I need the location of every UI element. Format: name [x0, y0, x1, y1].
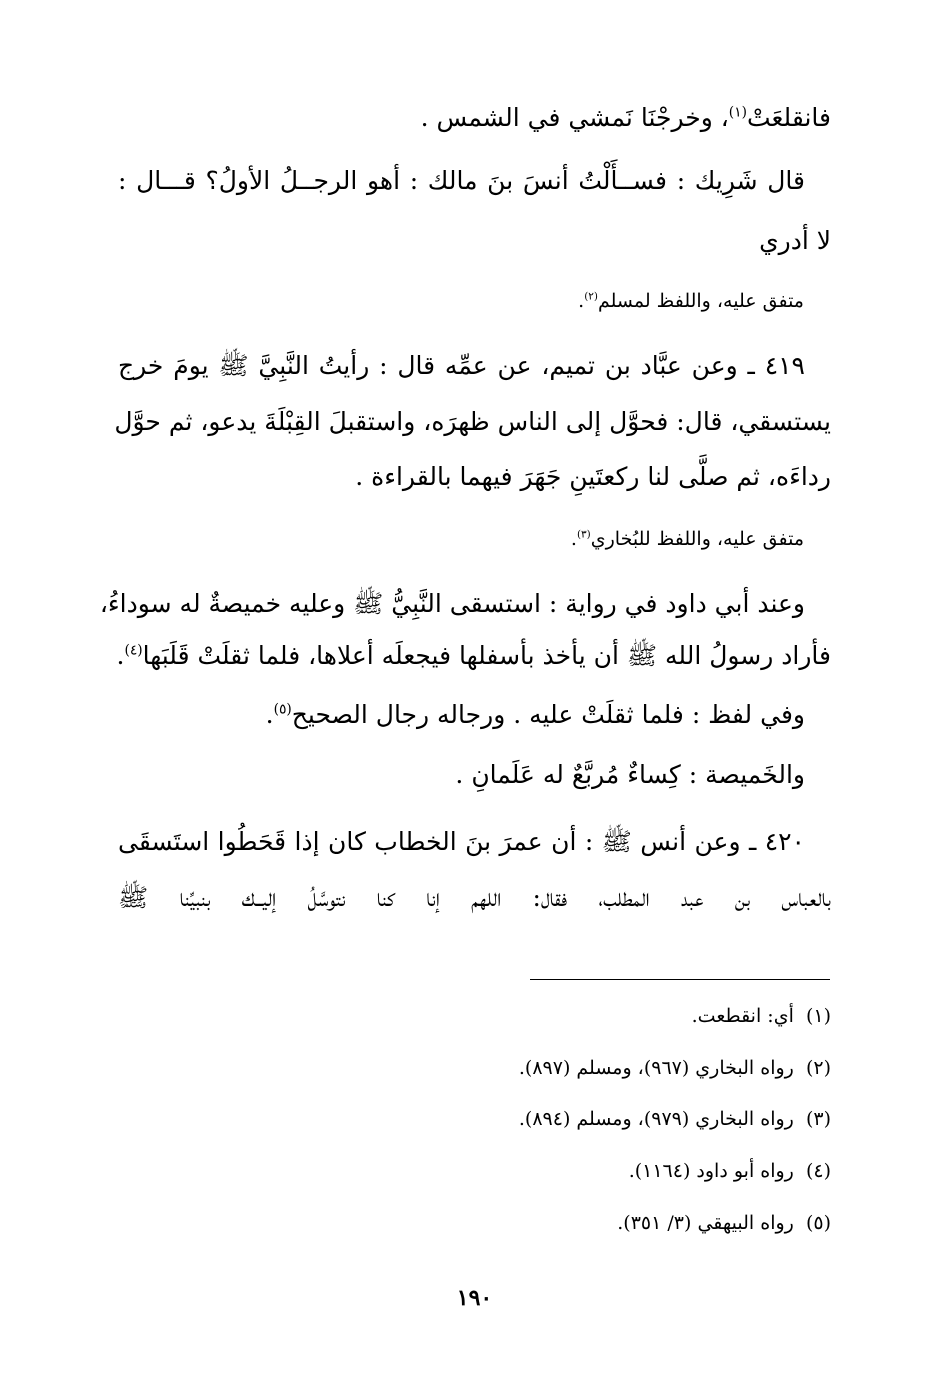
- footnote-ref-1: (١): [728, 104, 747, 121]
- footnote-number: (٤): [805, 1160, 831, 1182]
- text-line-3: لا أدري: [759, 226, 831, 255]
- text-segment: فانقلعَتْ: [746, 103, 831, 132]
- text-segment: فأراد رسولُ الله ﷺ أن يأخذ بأسفلها فيجعلَه أعلاها، فلما ثقلَتْ قَلَبَها: [142, 641, 831, 670]
- hadith-419-line-2: يستسقي، قال: فحوَّل إلى الناس ظهرَه، واستقبلَ القِبْلَةَ يدعو، ثم حوَّل: [114, 407, 831, 436]
- hadith-420-line-2: بالعباس بن عبد المطلب، فقال: اللهم إنا كنا نتوسَّلُ إليــك بنبيِّنا ﷺ: [118, 883, 831, 912]
- footnote-1: [200, 1005, 831, 1027]
- footnote-text: رواه البخاري (٩٧٩)، ومسلم (٨٩٤).: [518, 1108, 794, 1130]
- footnote-5: [200, 1212, 831, 1234]
- footnote-number: (٣): [805, 1108, 831, 1130]
- reference-line-1: [118, 290, 804, 312]
- footnote-number: (٥): [805, 1212, 831, 1234]
- narration-line-3: [118, 700, 805, 729]
- text-line-2: قال شَرِيك : فســأَلْتُ أنسَ بنَ مالك : أهو الرجــلُ الأولُ؟ قـــال :: [118, 166, 805, 195]
- text-segment: وفي لفظ : فلما ثقلَتْ عليه . ورجاله رجال الصحيح: [291, 700, 805, 729]
- footnote-ref-4: (٤): [124, 642, 143, 659]
- footnote-2: [200, 1057, 831, 1079]
- narration-line-1: وعند أبي داود في رواية : استسقى النَّبِيُّ ﷺ وعليه خميصةٌ له سوداءُ،: [99, 589, 805, 618]
- footnote-ref-3: (٣): [576, 528, 591, 541]
- hadith-420-line-1: ٤٢٠ ـ وعن أنس ﷺ : أن عمرَ بنَ الخطاب كان إذا قَحَطُوا استَسقَى: [118, 827, 805, 856]
- punctuation: .: [116, 641, 125, 670]
- text-segment: ، وخرجْنَا نَمشي في الشمس .: [420, 103, 729, 132]
- definition-line: والخَميصة : كِساءٌ مُربَّعٌ له عَلَمانِ .: [455, 760, 805, 789]
- narration-line-2: [118, 640, 831, 677]
- footnote-ref-5: (٥): [273, 701, 292, 718]
- footnote-4: [200, 1160, 831, 1182]
- footnote-text: رواه البخاري (٩٦٧)، ومسلم (٨٩٧).: [518, 1057, 794, 1079]
- text-line-1: [118, 103, 831, 132]
- footnote-separator: [530, 979, 830, 980]
- footnote-text: أي: انقطعت.: [691, 1005, 794, 1027]
- hadith-419-line-1: ٤١٩ ـ وعن عبَّاد بن تميم، عن عمِّه قال : رأيتُ النَّبِيَّ ﷺ يومَ خرج: [118, 351, 805, 380]
- footnote-number: (١): [805, 1005, 831, 1027]
- footnote-text: رواه البيهقي (٣/ ٣٥١).: [617, 1212, 794, 1234]
- reference-text: متفق عليه، واللفظ للبُخاري: [590, 528, 804, 550]
- punctuation: .: [265, 700, 274, 729]
- hadith-419-line-3: رداءَه، ثم صلَّى لنا ركعتَينِ جَهَرَ فيهما بالقراءة .: [355, 462, 831, 491]
- page-number: ١٩٠: [456, 1285, 493, 1311]
- punctuation: .: [570, 528, 577, 550]
- reference-text: متفق عليه، واللفظ لمسلم: [597, 290, 804, 312]
- footnote-ref-2: (٢): [584, 290, 598, 303]
- reference-line-2: [118, 528, 804, 550]
- footnote-text: رواه أبو داود (١١٦٤).: [628, 1160, 794, 1182]
- footnote-number: (٢): [805, 1057, 831, 1079]
- footnote-3: [200, 1108, 831, 1130]
- punctuation: .: [578, 290, 585, 312]
